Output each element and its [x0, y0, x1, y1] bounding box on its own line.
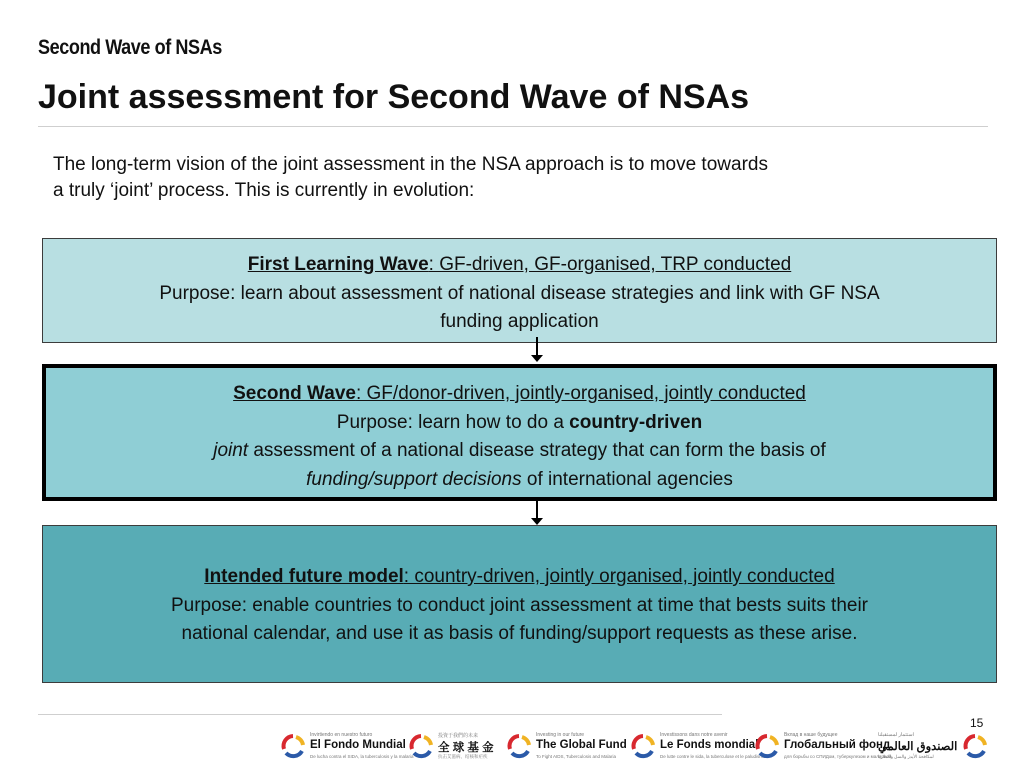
global-fund-logo-icon [280, 733, 306, 759]
logo-arabic: استثمار لمستقبلنا الصندوق العالمي لمكافحة الأيدز والسل والملاريا [874, 728, 990, 764]
logo-el-fondo-mundial: Invirtiendo en nuestro futuro El Fondo Mundial De lucha contra el SIDA, la tuberculosis y la malaria [280, 728, 400, 764]
second-wave-heading-line [46, 380, 993, 409]
intended-future-model-box [42, 525, 997, 683]
first-wave-purpose-1: Purpose: learn about assessment of national disease strategies and link with GF NSA [159, 282, 880, 304]
second-wave-subtitle: : GF/donor-driven, jointly-organised, jointly conducted [355, 383, 806, 404]
first-wave-heading: First Learning Wave [247, 254, 429, 275]
intro-text [53, 152, 983, 204]
second-wave-box [42, 364, 997, 501]
second-wave-heading: Second Wave [233, 383, 356, 404]
future-model-purpose-1: Purpose: enable countries to conduct joint assessment at time that bests suits their [170, 594, 869, 616]
second-wave-purpose-3 [46, 466, 993, 495]
second-wave-purpose-prefix: Purpose: learn how to do a [336, 411, 570, 433]
second-wave-purpose-2 [46, 437, 993, 466]
global-fund-logo-icon [962, 733, 988, 759]
future-model-subtitle: : country-driven, jointly organised, jointly conducted [403, 566, 835, 587]
global-fund-logo-icon [408, 733, 434, 759]
first-wave-purpose-2: funding application [440, 311, 599, 332]
future-model-purpose-2: national calendar, and use it as basis of funding/support requests as these arise. [181, 623, 858, 644]
footer-logos [280, 728, 990, 764]
logo-le-fonds-mondial: Investissons dans notre avenir Le Fonds mondial De lutte contre le sida, la tuberculose et le paludisme [630, 728, 750, 764]
second-wave-joint: joint [213, 440, 249, 461]
logo-chinese: 投資于我們的未来 全 球 基 金 抗击艾滋病、结核和疟疾 [408, 728, 498, 764]
footer-divider [38, 714, 722, 715]
second-wave-line2-rest: assessment of a national disease strategy that can form the basis of [248, 440, 826, 461]
first-wave-heading-line [43, 251, 996, 280]
second-wave-purpose-1 [46, 409, 993, 438]
page-number: 15 [970, 716, 984, 730]
future-model-heading-line [43, 563, 996, 592]
intro-line-2: a truly ‘joint’ process. This is currently in evolution: [53, 180, 475, 201]
title-divider [38, 126, 988, 127]
second-wave-line3-rest: of international agencies [521, 468, 733, 490]
intro-line-1: The long-term vision of the joint assessment in the NSA approach is to move towards [53, 154, 768, 175]
second-wave-funding: funding/support decisions [306, 468, 522, 490]
global-fund-logo-icon [630, 733, 656, 759]
global-fund-logo-icon [506, 733, 532, 759]
future-model-heading: Intended future model [204, 566, 404, 587]
arrow-down-icon [531, 337, 543, 362]
section-kicker: Second Wave of NSAs [38, 36, 222, 59]
first-learning-wave-box [42, 238, 997, 343]
first-wave-subtitle: : GF-driven, GF-organised, TRP conducted [428, 254, 792, 275]
logo-russian: Вклад в наше будущее Глобальный фонд для борьбы со СПИДом, туберкулезом и малярией [754, 728, 874, 764]
logo-the-global-fund: Investing in our future The Global Fund To Fight AIDS, Tuberculosis and Malaria [506, 728, 626, 764]
arrow-down-icon [531, 500, 543, 525]
second-wave-purpose-bold: country-driven [569, 411, 703, 433]
global-fund-logo-icon [754, 733, 780, 759]
page-title: Joint assessment for Second Wave of NSAs [38, 78, 750, 116]
